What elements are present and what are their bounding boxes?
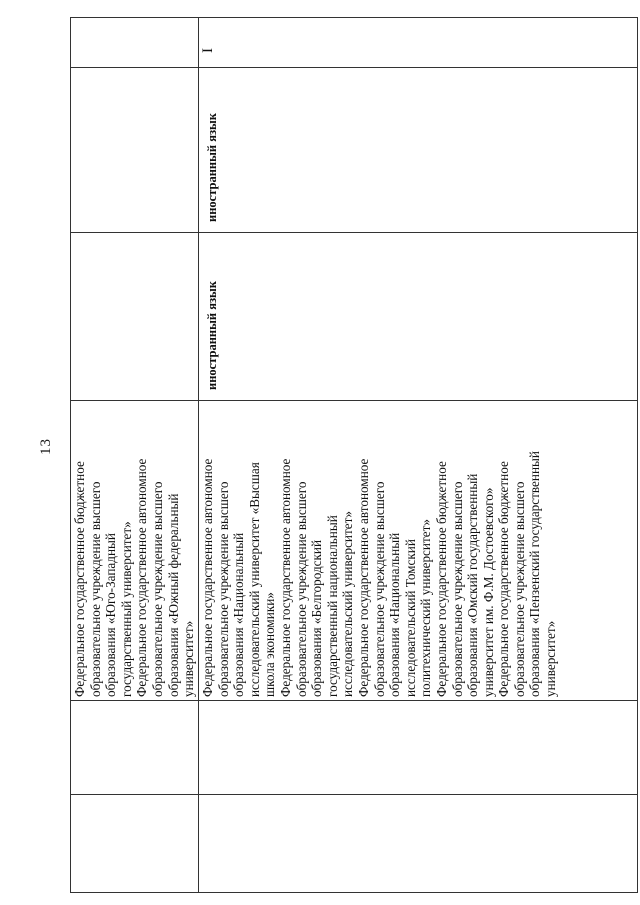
table-cell (71, 701, 199, 795)
page-number: 13 (38, 438, 54, 455)
institutions-table (70, 17, 638, 893)
subject-b-cell (71, 68, 199, 233)
mark-cell: I (199, 18, 638, 68)
mark-cell (71, 18, 199, 68)
table-cell (71, 795, 199, 893)
table-cell (199, 795, 638, 893)
table-cell (199, 701, 638, 795)
table-row (71, 18, 199, 893)
table-row (199, 18, 638, 893)
institutions-cell: Федеральное государственное бюджетное образовательное учреждение высшего образования «Юго-Западный государственный университет» Федеральное государственное автономное образовательное учреждение высшего образования «Южный федеральный университет» (71, 401, 199, 701)
subject-b-cell: иностранный язык (199, 68, 638, 233)
subject-a-cell: иностранный язык (199, 233, 638, 401)
subject-a-cell (71, 233, 199, 401)
institutions-cell: Федеральное государственное автономное образовательное учреждение высшего образования «Национальный исследовательский университет «Высшая школа экономики» Федеральное государственное автономное образовательное учреждение высшего образования «Белгородский государственный национальный исследовательский университет» Федеральное государственное автономное образовательное учреждение высшего образования «Национальный исследовательский Томский политехнический университет» Федеральное государственное бюджетное образовательное учреждение высшего образования «Омский государственный университет им. Ф.М. Достоевского» Федеральное государственное бюджетное образовательное учреждение высшего образования «Пензенский государственный университет» (199, 401, 638, 701)
table-container (70, 18, 637, 893)
